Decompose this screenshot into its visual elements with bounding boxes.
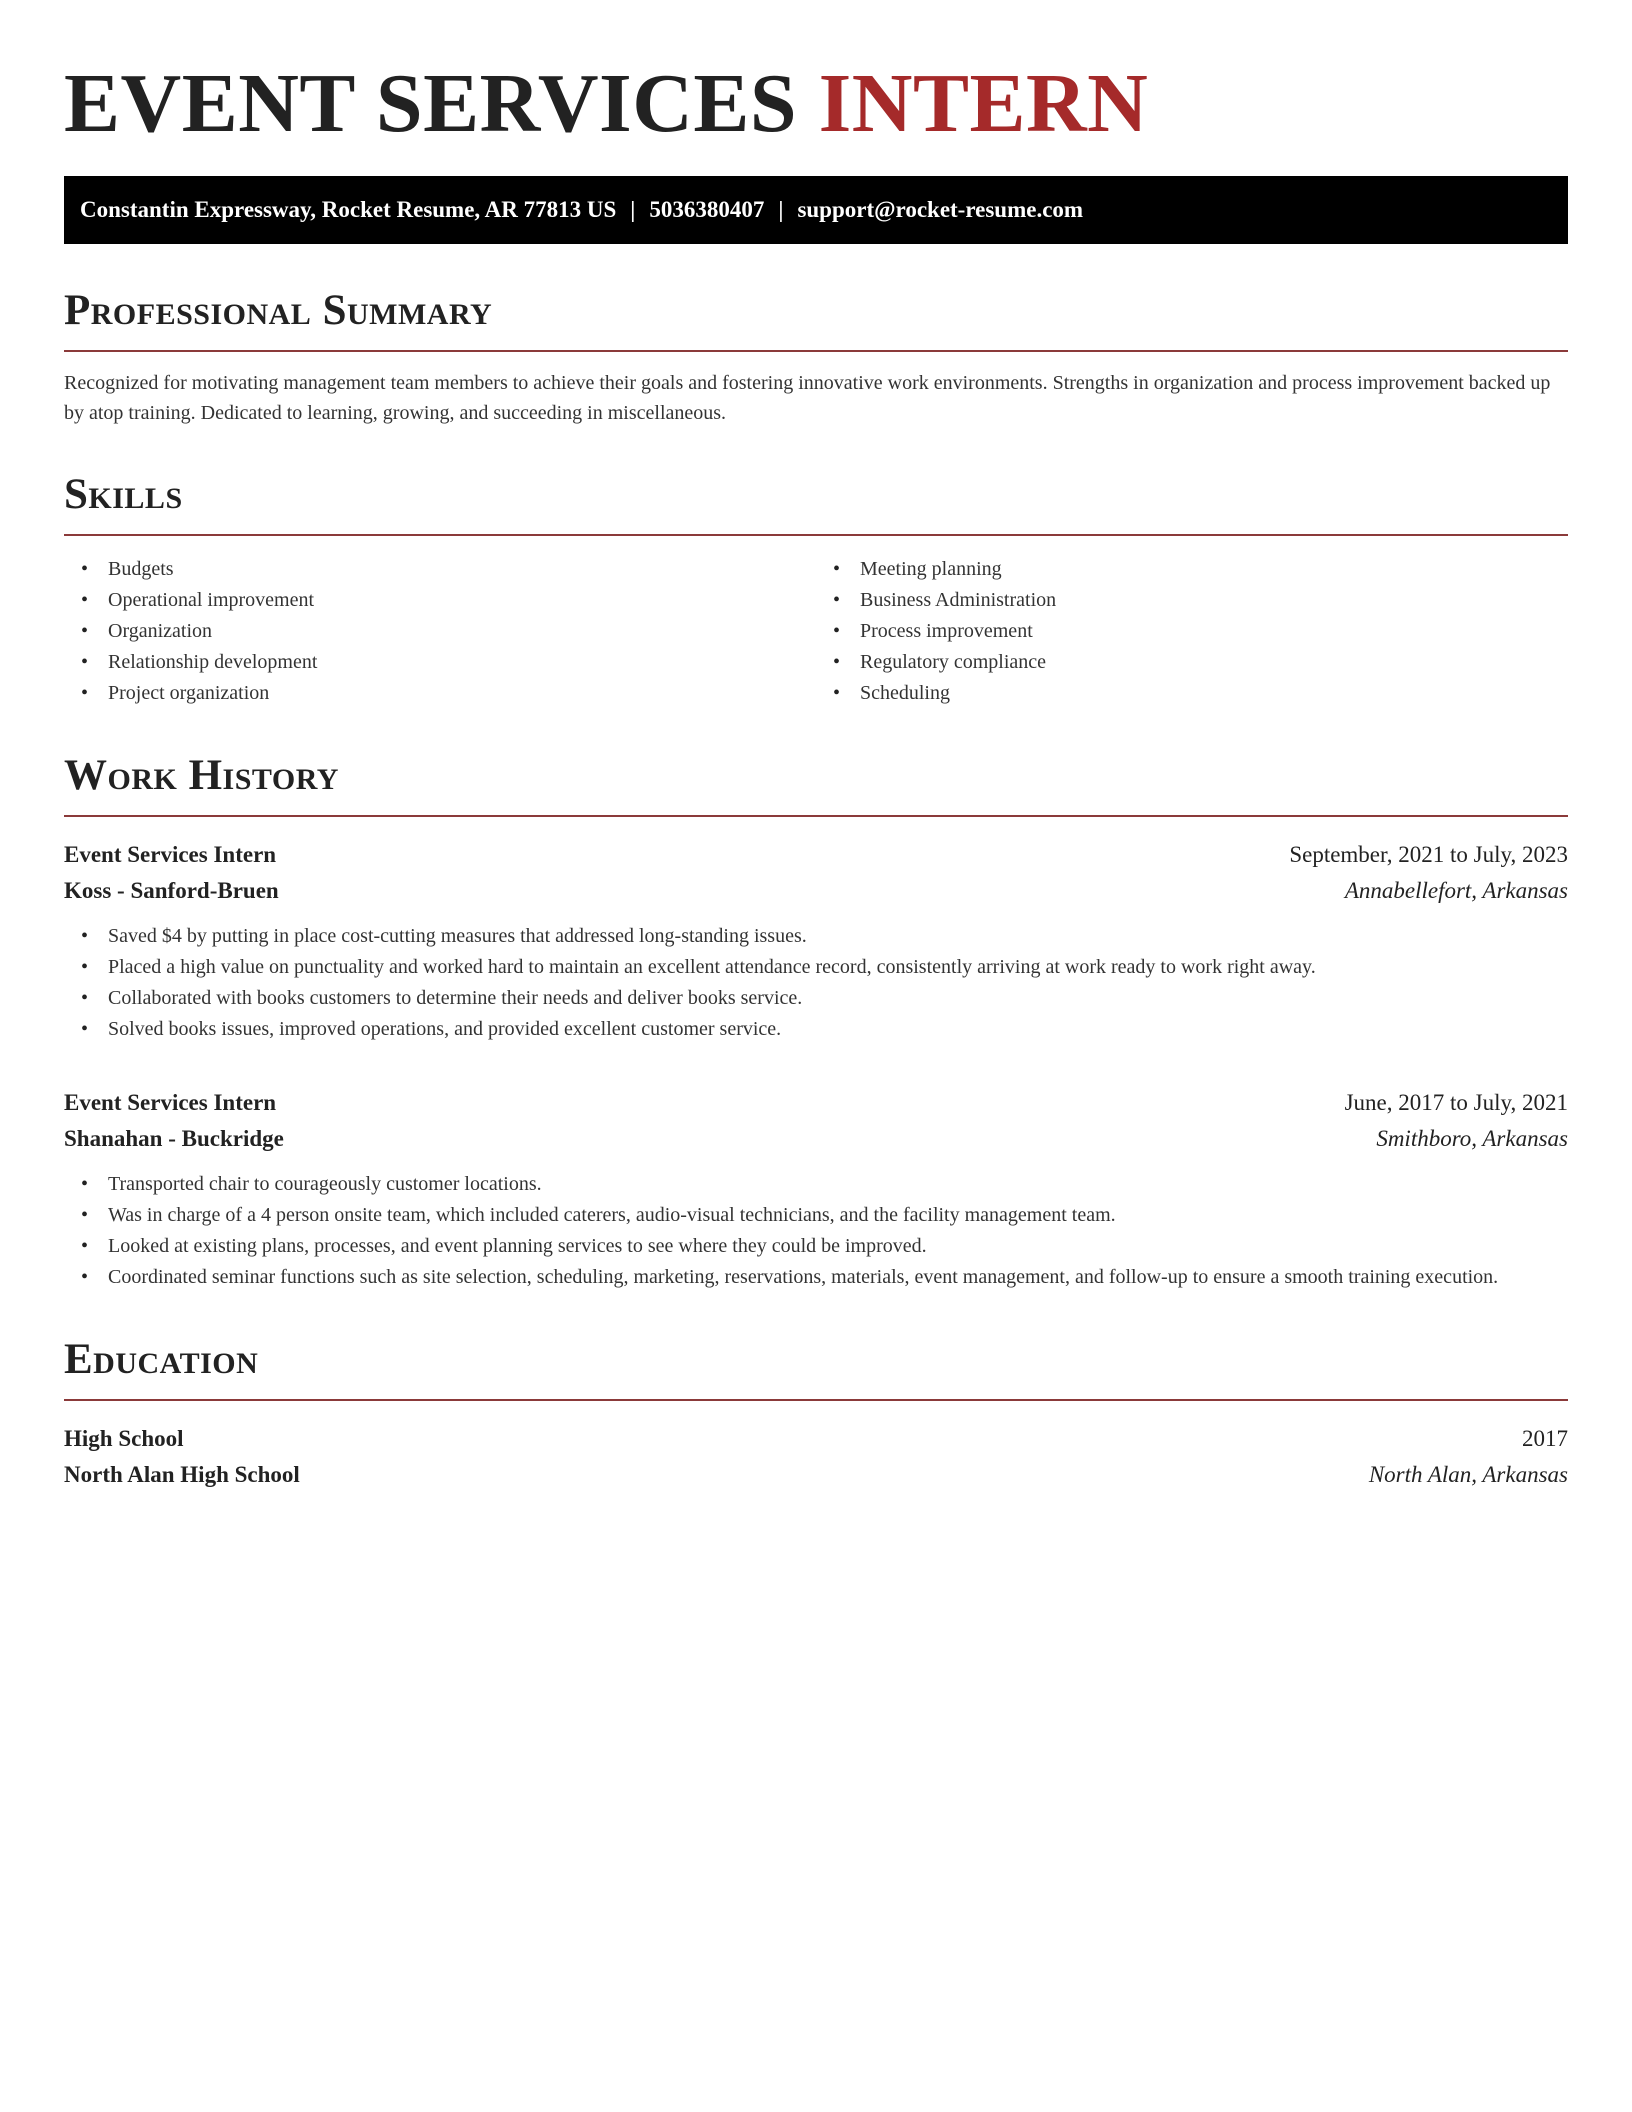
- education-entry: [64, 1421, 1568, 1493]
- contact-address: Constantin Expressway, Rocket Resume, AR 77813 US: [80, 197, 617, 222]
- education-degree: High School: [64, 1426, 184, 1451]
- job-company-row: [64, 1121, 1568, 1157]
- name-main: EVENT SERVICES: [64, 57, 798, 150]
- job-entry: [64, 1085, 1568, 1293]
- education-school-row: [64, 1457, 1568, 1493]
- section-divider: [64, 1399, 1568, 1401]
- work-history-section: [64, 753, 1568, 1293]
- skills-section: [64, 472, 1568, 709]
- skills-list-right: [816, 554, 1568, 709]
- section-divider: [64, 815, 1568, 817]
- job-company: Koss - Sanford-Bruen: [64, 878, 279, 903]
- job-location: Smithboro, Arkansas: [1376, 1126, 1568, 1151]
- summary-text: Recognized for motivating management team members to achieve their goals and fostering innovative work environments. Strengths in organization and process improvement backed up by atop training. Dedicated to learning, growing, and succeeding in miscellaneous.: [64, 372, 1551, 424]
- job-bullet: • Was in charge of a 4 person onsite team, which included caterers, audio-visual technicians, and the facility management team.: [108, 1200, 1568, 1231]
- skills-columns: [64, 554, 1568, 709]
- skill-item: • Regulatory compliance: [860, 647, 1568, 678]
- education-title: Education: [64, 1336, 259, 1383]
- skills-title: Skills: [64, 471, 183, 518]
- work-history-title: Work History: [64, 752, 339, 799]
- resume-name-heading: [64, 56, 1568, 152]
- contact-email: support@rocket-resume.com: [797, 197, 1084, 222]
- skill-item: • Budgets: [108, 554, 816, 585]
- job-title: Event Services Intern: [64, 842, 277, 867]
- job-bullet: • Coordinated seminar functions such as site selection, scheduling, marketing, reservations, materials, event management, and follow-up to ensure a smooth training execution.: [108, 1262, 1568, 1293]
- job-bullet: • Saved $4 by putting in place cost-cutting measures that addressed long-standing issues.: [108, 921, 1568, 952]
- contact-separator: |: [630, 197, 636, 222]
- education-section: [64, 1337, 1568, 1493]
- job-bullet: • Transported chair to courageously customer locations.: [108, 1169, 1568, 1200]
- skill-item: • Process improvement: [860, 616, 1568, 647]
- job-title: Event Services Intern: [64, 1090, 277, 1115]
- skill-item: • Operational improvement: [108, 585, 816, 616]
- contact-bar: [64, 176, 1568, 244]
- contact-separator: |: [778, 197, 784, 222]
- job-bullets: [64, 921, 1568, 1045]
- summary-title: Professional Summary: [64, 287, 493, 334]
- education-degree-row: [64, 1421, 1568, 1457]
- job-dates: June, 2017 to July, 2021: [1344, 1090, 1568, 1115]
- skill-item: • Business Administration: [860, 585, 1568, 616]
- job-bullet: • Solved books issues, improved operations, and provided excellent customer service.: [108, 1014, 1568, 1045]
- job-company: Shanahan - Buckridge: [64, 1126, 284, 1151]
- skill-item: • Relationship development: [108, 647, 816, 678]
- education-location: North Alan, Arkansas: [1368, 1462, 1568, 1487]
- section-divider: [64, 350, 1568, 352]
- education-year: 2017: [1522, 1426, 1568, 1451]
- skills-list-left: [64, 554, 816, 709]
- job-entry: [64, 837, 1568, 1045]
- summary-section: [64, 288, 1568, 428]
- job-bullet: • Placed a high value on punctuality and worked hard to maintain an excellent attendance record, consistently arriving at work ready to work right away.: [108, 952, 1568, 983]
- name-accent: INTERN: [818, 57, 1149, 150]
- skill-item: • Project organization: [108, 678, 816, 709]
- contact-phone: 5036380407: [649, 197, 765, 222]
- section-divider: [64, 534, 1568, 536]
- education-school: North Alan High School: [64, 1462, 300, 1487]
- job-bullets: [64, 1169, 1568, 1293]
- skill-item: • Scheduling: [860, 678, 1568, 709]
- job-location: Annabellefort, Arkansas: [1344, 878, 1568, 903]
- job-company-row: [64, 873, 1568, 909]
- skill-item: • Meeting planning: [860, 554, 1568, 585]
- job-bullet: • Looked at existing plans, processes, and event planning services to see where they could be improved.: [108, 1231, 1568, 1262]
- job-dates: September, 2021 to July, 2023: [1289, 842, 1568, 867]
- job-title-row: [64, 1085, 1568, 1121]
- job-bullet: • Collaborated with books customers to determine their needs and deliver books service.: [108, 983, 1568, 1014]
- job-title-row: [64, 837, 1568, 873]
- skill-item: • Organization: [108, 616, 816, 647]
